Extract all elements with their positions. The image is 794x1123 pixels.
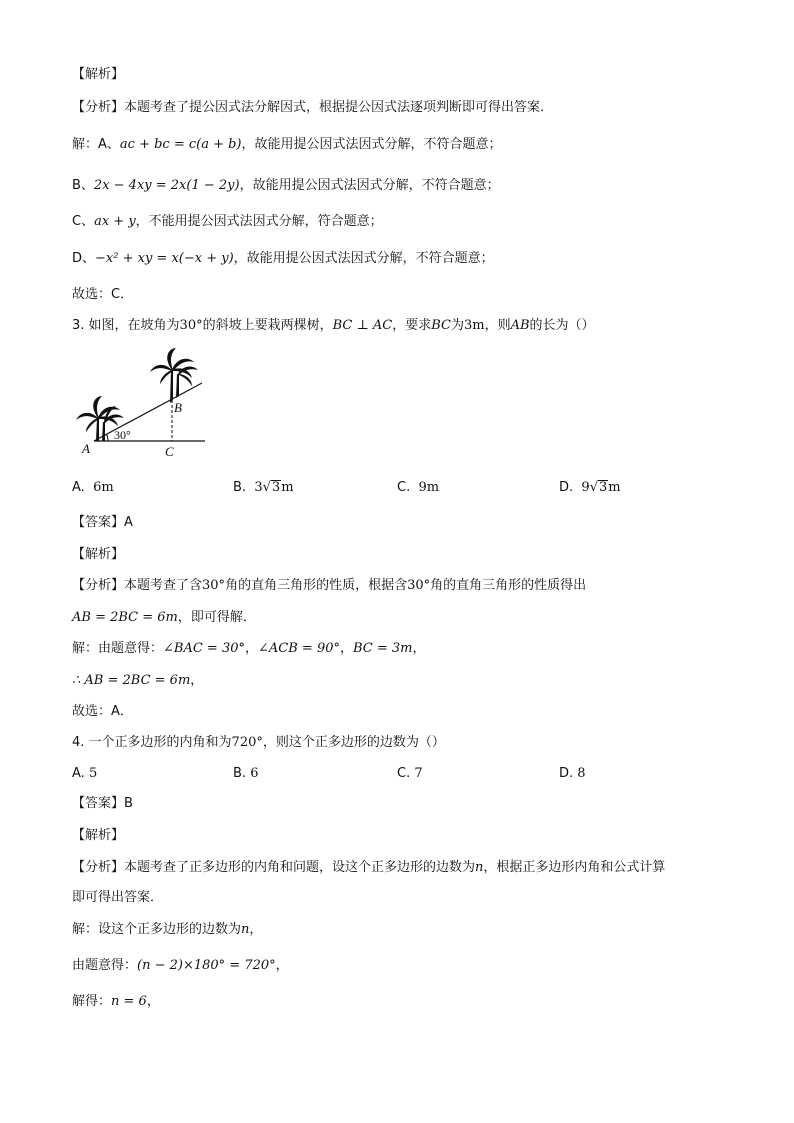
q4-option-c[interactable] (397, 765, 423, 783)
option-value: 7 (414, 766, 423, 781)
q3-analysis-cont (72, 609, 256, 627)
suffix: ，故能用提公因式法因式分解，不符合题意； (239, 178, 500, 193)
label-a: A (82, 441, 90, 456)
text: 解：由题意得： (72, 641, 164, 656)
label-c: C (165, 444, 174, 458)
q4-solution-1 (72, 921, 262, 939)
text: 解得： (72, 994, 112, 1009)
q4-option-b[interactable] (233, 765, 258, 783)
math: 2x − 4xy = 2x(1 − 2y) (93, 178, 240, 193)
stem-part: ，则 (484, 318, 511, 333)
q3-option-c[interactable] (397, 479, 439, 497)
prev-analysis: 【分析】本题考查了提公因式法分解因式，根据提公因式法逐项判断即可得出答案． (72, 100, 554, 115)
perp-math: BC ⊥ AC (332, 318, 393, 333)
option-letter: B. (233, 766, 247, 781)
ab-math: AB (510, 318, 530, 333)
text: ， (245, 641, 259, 656)
sqrt-sign: √ (589, 480, 598, 495)
math: n (241, 922, 250, 937)
bc-math: BC (431, 318, 451, 333)
option-coef: 3 (254, 480, 263, 495)
math: ∴ AB = 2BC = 6m (72, 673, 191, 688)
text: 由题意得： (72, 958, 138, 973)
q4-stem (72, 734, 445, 752)
section-header-jiexi: 【解析】 (72, 67, 125, 82)
text: 解：设这个正多边形的边数为 (72, 922, 242, 937)
math: ac + bc = c(a + b) (119, 137, 242, 152)
text: ， (249, 922, 263, 937)
suffix: ，故能用提公因式法因式分解，不符合题意； (233, 251, 494, 266)
q3-solution (72, 640, 426, 658)
palm-tree-right-icon (150, 348, 198, 403)
option-letter: B. (233, 480, 247, 495)
option-value: 6 (250, 766, 259, 781)
stem-part: 3. 如图，在坡角为 (72, 318, 180, 333)
text: 【分析】本题考查了正多边形的内角和问题，设这个正多边形的边数为 (72, 860, 476, 875)
option-coef: 9 (581, 480, 590, 495)
prefix: D、 (72, 251, 96, 266)
sqrt-sign: √ (262, 480, 271, 495)
q3-jiexi: 【解析】 (72, 547, 125, 562)
length: 3m (463, 318, 485, 333)
prev-choose: 故选：C． (72, 287, 134, 302)
text: 4. 一个正多边形的内角和为 (72, 735, 232, 750)
q3-option-d[interactable] (559, 479, 621, 497)
option-letter: C. (397, 480, 411, 495)
q3-option-b[interactable] (233, 479, 294, 497)
option-value: 9m (418, 480, 440, 495)
option-value: 5 (88, 766, 98, 781)
q3-choose: 故选：A． (72, 704, 133, 719)
option-letter: C. (397, 766, 411, 781)
q4-solution-2 (72, 957, 289, 975)
stem-part: 的长为（） (529, 318, 595, 333)
radicand: 3 (599, 480, 608, 495)
math: n (475, 860, 484, 875)
angle-label: 30° (114, 428, 131, 442)
suffix: ，故能用提公因式法因式分解，不符合题意； (241, 137, 502, 152)
math: ax + y (94, 214, 136, 229)
prefix: 解：A、 (72, 137, 120, 152)
q3-stem (72, 317, 595, 335)
prev-solution-a (72, 136, 502, 154)
stem-part: ，要求 (392, 318, 432, 333)
q4-option-a[interactable] (72, 765, 97, 783)
option-letter: D. (559, 766, 574, 781)
option-value: 6m (93, 480, 114, 495)
label-b: B (174, 400, 182, 415)
q4-analysis-cont: 即可得出答案． (72, 890, 164, 905)
option-letter: A. (72, 766, 85, 781)
q4-jiexi: 【解析】 (72, 828, 125, 843)
angle: 30° (179, 318, 203, 333)
q4-option-d[interactable] (559, 765, 586, 783)
angle-arc (107, 434, 109, 441)
suffix: ，不能用提公因式法因式分解，符合题意； (135, 214, 383, 229)
option-letter: A. (72, 480, 85, 495)
text: ，即可得解． (177, 610, 256, 625)
option-letter: D. (559, 480, 574, 495)
option-value: 8 (577, 766, 586, 781)
angle: 30° (202, 578, 226, 593)
prefix: B、 (72, 178, 94, 193)
q3-analysis (72, 577, 586, 595)
text: ，根据正多边形内角和公式计算 (483, 860, 666, 875)
slope-trees-figure (72, 348, 212, 458)
q4-answer: 【答案】B (72, 796, 133, 811)
prev-solution-d (72, 250, 494, 268)
text: ， (275, 958, 289, 973)
q4-analysis (72, 859, 665, 877)
text: 角的直角三角形的性质得出 (430, 578, 587, 593)
slope-line (94, 383, 202, 441)
text: ， (190, 673, 204, 688)
radicand: 3 (271, 480, 281, 495)
q3-therefore (72, 672, 203, 690)
prev-solution-c (72, 213, 383, 231)
math: n = 6 (111, 994, 147, 1009)
text: ， (146, 994, 160, 1009)
math: BC = 3m (353, 641, 413, 656)
math: ∠ACB = 90° (258, 641, 340, 656)
text: 【分析】本题考查了含 (72, 578, 203, 593)
math: −x² + xy = x(−x + y) (95, 251, 234, 266)
prev-solution-b (72, 177, 500, 195)
q3-option-a[interactable] (72, 479, 114, 497)
stem-part: 为 (450, 318, 464, 333)
option-unit: m (281, 480, 294, 495)
text: 角的直角三角形的性质，根据含 (225, 578, 408, 593)
math: (n − 2)×180° = 720° (137, 958, 276, 973)
option-unit: m (608, 480, 621, 495)
text: ， (412, 641, 426, 656)
stem-part: 的斜坡上要栽两棵树， (202, 318, 333, 333)
math: AB = 2BC = 6m (72, 610, 178, 625)
q3-answer: 【答案】A (72, 515, 133, 530)
prefix: C、 (72, 214, 95, 229)
text: ，则这个正多边形的边数为（） (262, 735, 445, 750)
angle: 720° (231, 735, 263, 750)
q4-solution-3 (72, 993, 160, 1011)
text: ， (340, 641, 354, 656)
math: ∠BAC = 30° (163, 641, 245, 656)
angle: 30° (407, 578, 431, 593)
